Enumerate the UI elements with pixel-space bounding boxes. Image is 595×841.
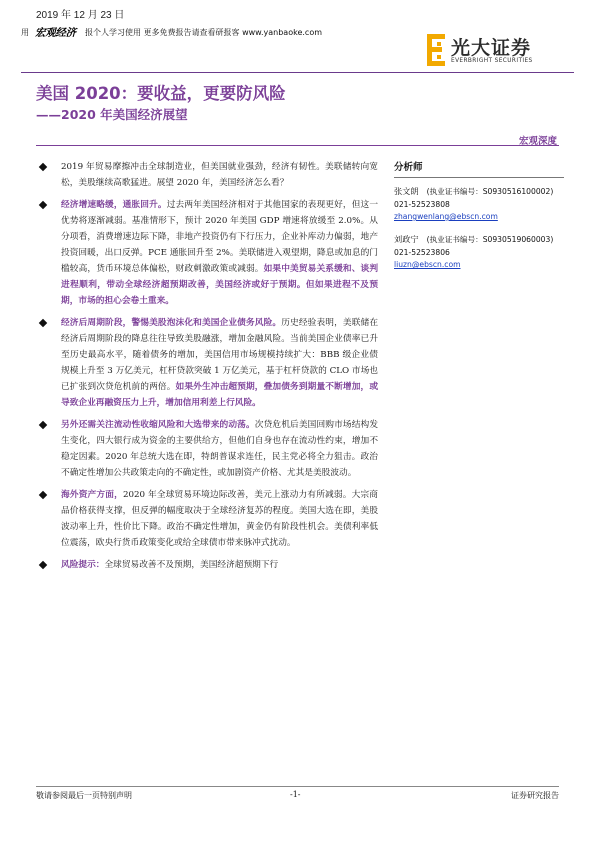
analyst-card [394,233,564,271]
page-number: -1- [290,790,301,799]
header-prefix: 用 [21,28,29,37]
logo-text: 光大证券 [451,37,532,59]
analyst-cert: (执业证书编号：S0930516100002) [426,187,554,196]
report-category-tag: 宏观深度 [518,136,557,147]
analyst-heading: 分析师 [394,162,423,173]
analyst-cert: (执业证书编号：S0930519060003) [426,235,554,244]
diamond-bullet-icon [39,491,47,499]
footer-divider [36,786,559,787]
bullet-emphasis: 经济后周期阶段，警惕美股泡沫化和美国企业债务风险。 [61,318,282,328]
report-date: 2019 年 12 月 23 日 [36,10,125,21]
summary-bullet [36,557,378,573]
bullet-text: 次贷危机后美国回购市场结构发生变化，四大银行成为资金的主要供给方，但他们自身也存在流动性约束，增加不稳定因素。2020 年总统大选在即，特朗普谋求连任，民主党必将全力狙击。政治不确定性增加公共政策走向的不确定性，或加剧资产价格、尤其是美股波动。 [61,420,379,478]
footer-disclaimer: 敬请参阅最后一页特别声明 [36,791,132,800]
summary-bullet [36,315,378,411]
bullet-text: 2020 年全球贸易环境边际改善，美元上涨动力有所减弱。大宗商品价格获得支撑，但反弹的幅度取决于全球经济复苏的程度。美国大选在即，美股波动率上升，性价比下降。政治不确定性增加，黄金仍有阶段性机会。美债利率低位震荡，欧央行货币政策变化或给全球债市带来脉冲式扰动。 [61,490,378,548]
analyst-phone: 021-52523808 [394,200,450,209]
analyst-sidebar [394,159,564,281]
diamond-bullet-icon [39,561,47,569]
bullet-emphasis: 另外还需关注流动性收缩风险和大选带来的动荡。 [61,420,255,430]
bullet-text: 过去两年美国经济相对于其他国家的表现更好，但这一优势将逐渐减弱。基准情形下，预计 2020 年美国 GDP 增速将放缓至 2.0%。从分项看，消费增速边际下降，非地产投资仍有下行压力，企业补库动力偏弱，地产投资回暖，出口反弹。PCE 通胀回升至 2%。美联储进入观望期，降息或加息的门槛较高，货币环境总体偏松，财政刺激政策或减弱。 [61,200,379,274]
bullet-text: 2019 年贸易摩擦冲击全球制造业，但美国就业强劲，经济有韧性。美联储转向宽松，美股继续高歌猛进。展望 2020 年，美国经济怎么看？ [61,162,378,188]
header-notice: 报个人学习使用 更多免费报告请查看研报客 www.yanbaoke.com [85,28,323,37]
bullet-text: 历史经验表明，美联储在经济后周期阶段的降息往往导致美股融涨，增加金融风险。当前美国企业债率已升至历史最高水平，随着债务的增加，美国信用市场规模持续扩大：BBB 级企业债规模上升至 3 万亿美元，杠杆贷款突破 1 万亿美元，基于杠杆贷款的 CLO 市场也已扩张到次贷危机前的两倍。 [61,318,379,392]
section-label: 宏观经济 [35,27,76,39]
summary-bullet [36,159,378,191]
bullet-emphasis-tail: 如果中美贸易关系缓和、谈判进程顺利，带动全球经济超预期改善，美国经济或好于预期。但如果进程不及预期，市场的担心会卷土重来。 [61,264,379,306]
summary-bullet [36,197,378,309]
logo-subtitle: EVERBRIGHT SECURITIES [451,58,533,64]
analyst-email-link[interactable]: zhangwenlang@ebscn.com [394,212,498,221]
analyst-divider [394,177,564,178]
header-divider [21,72,574,73]
bullet-emphasis: 风险提示： [61,560,105,570]
title-divider [36,145,559,146]
diamond-bullet-icon [39,421,47,429]
report-subtitle: ——2020 年美国经济展望 [36,107,188,122]
analyst-name: 张文朗 [394,186,419,196]
analyst-card [394,185,564,223]
summary-bullet [36,487,378,551]
summary-body [36,159,378,579]
diamond-bullet-icon [39,163,47,171]
diamond-bullet-icon [39,201,47,209]
analyst-phone: 021-52523806 [394,248,450,257]
bullet-text: 全球贸易改善不及预期，美国经济超预期下行 [104,560,279,570]
bullet-emphasis: 经济增速略缓，通胀回升。 [61,200,167,210]
summary-bullet [36,417,378,481]
bullet-emphasis-tail: 如果外生冲击超预期，叠加债务到期量不断增加，或导致企业再融资压力上升，增加信用利差上行风险。 [61,382,379,408]
analyst-name: 刘政宁 [394,234,419,244]
diamond-bullet-icon [39,319,47,327]
report-title: 美国 2020：要收益，更要防风险 [36,84,286,103]
bullet-emphasis: 海外资产方面， [61,490,123,500]
footer-report-type: 证券研究报告 [511,791,559,800]
analyst-email-link[interactable]: liuzn@ebscn.com [394,260,461,269]
